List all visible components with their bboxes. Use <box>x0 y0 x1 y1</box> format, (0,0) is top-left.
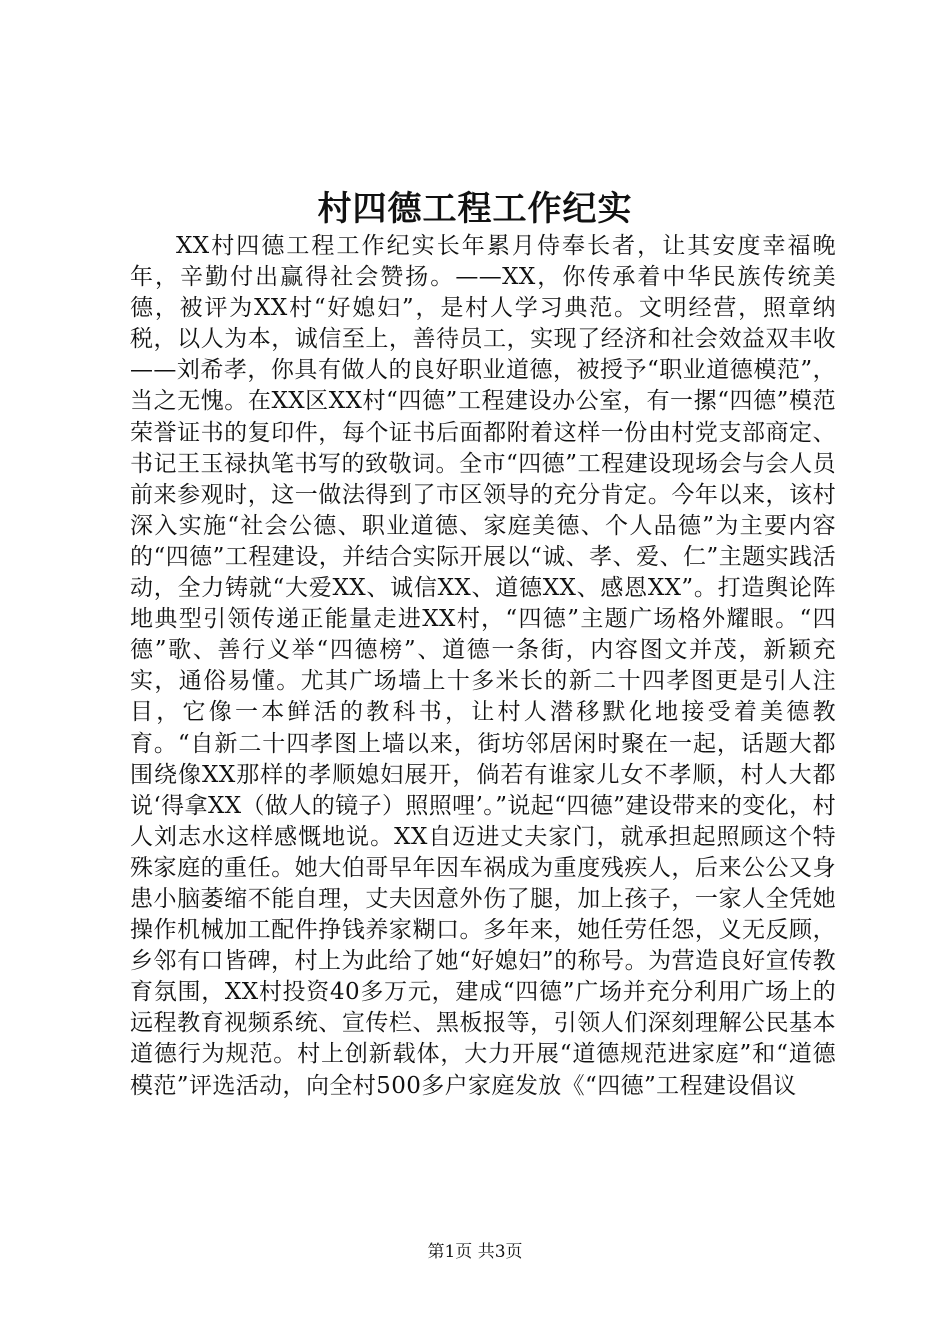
document-title: 村四德工程工作纪实 <box>317 189 633 229</box>
document-body-paragraph: XX村四德工程工作纪实长年累月侍奉长者，让其安度幸福晚年，辛勤付出赢得社会赞扬。——XX，你传承着中华民族传统美德，被评为XX村“好媳妇”，是村人学习典范。文明经营，照章纳税，以人为本，诚信至上，善待员工，实现了经济和社会效益双丰收——刘希孝，你具有做人的良好职业道德，被授予“职业道德模范”，当之无愧。在XX区XX村“四德”工程建设办公室，有一摞“四德”模范荣誉证书的复印件，每个证书后面都附着这样一份由村党支部商定、书记王玉禄执笔书写的致敬词。全市“四德”工程建设现场会与会人员前来参观时，这一做法得到了市区领导的充分肯定。今年以来，该村深入实施“社会公德、职业道德、家庭美德、个人品德”为主要内容的“四德”工程建设，并结合实际开展以“诚、孝、爱、仁”主题实践活动，全力铸就“大爱XX、诚信XX、道德XX、感恩XX”。打造舆论阵地典型引领传递正能量走进XX村，“四德”主题广场格外耀眼。“四德”歌、善行义举“四德榜”、道德一条街，内容图文并茂，新颖充实，通俗易懂。尤其广场墙上十多米长的新二十四孝图更是引人注目，它像一本鲜活的教科书，让村人潜移默化地接受着美德教育。“自新二十四孝图上墙以来，街坊邻居闲时聚在一起，话题大都围绕像XX那样的孝顺媳妇展开，倘若有谁家儿女不孝顺，村人大都说‘得拿XX（做人的镜子）照照哩’。”说起“四德”建设带来的变化，村人刘志水这样感慨地说。XX自迈进丈夫家门，就承担起照顾这个特殊家庭的重任。她大伯哥早年因车祸成为重度残疾人，后来公公又身患小脑萎缩不能自理，丈夫因意外伤了腿，加上孩子，一家人全凭她操作机械加工配件挣钱养家糊口。多年来，她任劳任怨，义无反顾，乡邻有口皆碑，村上为此给了她“好媳妇”的称号。为营造良好宣传教育氛围，XX村投资40多万元，建成“四德”广场并充分利用广场上的远程教育视频系统、宣传栏、黑板报等，引领人们深刻理解公民基本道德行为规范。村上创新载体，大力开展“道德规范进家庭”和“道德模范”评选活动，向全村500多户家庭发放《“四德”工程建设倡议 <box>130 233 836 1099</box>
page-number-footer: 第1页 共3页 <box>427 1242 523 1262</box>
